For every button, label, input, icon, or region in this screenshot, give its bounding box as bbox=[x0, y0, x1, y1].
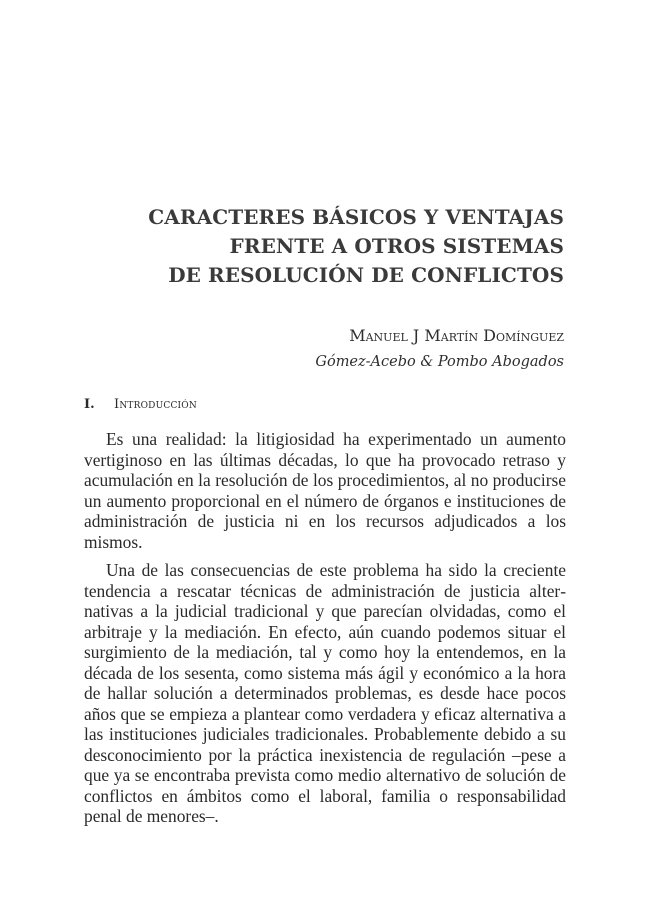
author-affiliation: Gómez-Acebo & Pombo Abogados bbox=[315, 354, 564, 370]
section-heading bbox=[84, 397, 197, 412]
title-line-2: FRENTE A OTROS SISTEMAS bbox=[229, 234, 564, 258]
section-number: I. bbox=[84, 397, 95, 412]
author-name: Manuel J Martín Domínguez bbox=[349, 326, 564, 345]
paragraph: Es una realidad: la litigiosidad ha experimentado un aumento vertiginoso en las últimas décadas, lo que ha provocado retraso y acumulación en la resolución de los procedimientos, al no producirse un aumento proporcional en el número de órganos e instituciones de administración de justicia ni en los recursos adjudicados a los mismos. bbox=[84, 429, 566, 552]
article-title bbox=[84, 203, 564, 290]
title-line-3: DE RESOLUCIÓN DE CONFLICTOS bbox=[168, 263, 564, 287]
body-text bbox=[84, 429, 566, 835]
title-line-1: CARACTERES BÁSICOS Y VENTAJAS bbox=[148, 205, 564, 229]
paragraph: Una de las consecuencias de este problema ha sido la creciente tendencia a rescatar técnicas de administración de justicia alternativas a la judicial tradicional y que parecían olvidadas, como el arbitraje y la mediación. En efecto, aún cuando podemos situar el surgimiento de la mediación, tal y como hoy la entendemos, en la década de los sesenta, como sistema más ágil y económico a la hora de hallar solución a determinados problemas, es desde hace pocos años que se empieza a plantear como verdadera y eficaz alternativa a las instituciones judiciales tradicionales. Probablemente debido a su desconocimiento por la práctica inexistencia de regulación –pese a que ya se encontraba prevista como medio alternativo de solución de conflictos en ámbitos como el laboral, familia o responsabilidad penal de menores–. bbox=[84, 560, 566, 826]
section-title: Introducción bbox=[114, 397, 197, 412]
